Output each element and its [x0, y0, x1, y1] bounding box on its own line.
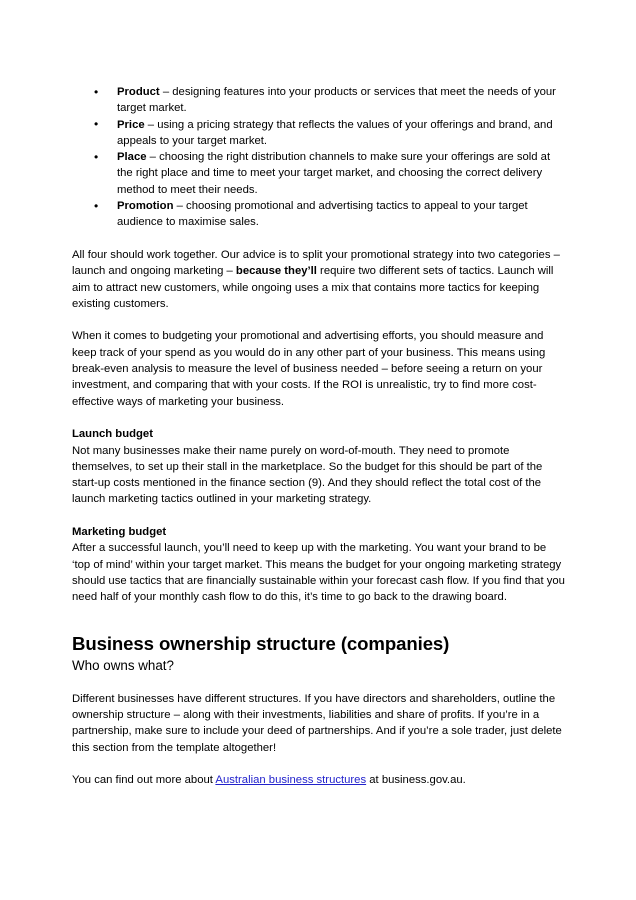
paragraph-text-part2: require two different sets of tactics. Launch will aim to attract new customers, while ongoing uses a mix that contains more tactics for keeping existing customers. — [72, 265, 554, 310]
paragraph-marketing-budget: After a successful launch, you’ll need to keep up with the marketing. You want your brand to be ‘top of mind’ within your target market. This means the budget for your ongoing marketing strategy should use tactics that are financially sustainable within your forecast cash flow. If you find that you need half of your monthly cash flow to do this, it’s time to go back to the drawing board. — [72, 542, 565, 604]
page-subtitle: Who owns what? — [72, 657, 174, 673]
paragraph-ownership-structure: Different businesses have different structures. If you have directors and shareholders, outline the ownership structure – along with their investments, liabilities and share of profits. If you’re in a partnership, make sure to include your deed of partnerships. And if you’re a sole trader, just delete this section from the template altogether! — [72, 692, 562, 754]
paragraph-spacer — [72, 312, 566, 328]
heading-marketing-budget: Marketing budget — [72, 526, 167, 539]
list-item — [72, 198, 566, 231]
bullet-term: Place — [117, 151, 147, 164]
paragraph-spacer — [72, 231, 566, 247]
list-item — [72, 117, 566, 150]
page-title: Business ownership structure (companies) — [72, 632, 450, 654]
bullet-term: Promotion — [117, 200, 174, 213]
paragraph-all-four — [72, 247, 566, 312]
paragraph-text-part1: All four should work together. Our advice is to split your promotional strategy into two categories – launch and ongoing marketing – — [72, 248, 560, 278]
link-sentence-suffix: at business.gov.au. — [366, 774, 466, 787]
bullet-term: Price — [117, 118, 145, 131]
bullet-text: – choosing the right distribution channels to make sure your offerings are sold at the right place and time to meet your target market, and choosing the correct delivery method to meet their needs. — [117, 151, 551, 196]
list-item — [72, 84, 566, 117]
page-content — [72, 84, 566, 789]
bullet-text: – designing features into your products or services that meet the needs of your target market. — [117, 86, 556, 115]
marketing-mix-bullet-list — [72, 84, 566, 231]
paragraph-spacer — [72, 410, 566, 426]
paragraph-budgeting: When it comes to budgeting your promotional and advertising efforts, you should measure and keep track of your spend as you would do in any other part of your business. This means using break-even analysis to measure the level of business needed – before seeing a return on your investment, and comparing that with your costs. If the ROI is unrealistic, try to find more cost-effective ways of marketing your business. — [72, 330, 546, 408]
australian-business-structures-link[interactable]: Australian business structures — [215, 774, 367, 787]
list-item — [72, 149, 566, 198]
paragraph-launch-budget: Not many businesses make their name purely on word-of-mouth. They need to promote themselves, to set up their stall in the marketplace. So the budget for this should be part of the start-up costs mentioned in the finance section (9). And they should reflect the total cost of the launch marketing tactics outlined in your marketing strategy. — [72, 444, 543, 506]
heading-launch-budget: Launch budget — [72, 428, 153, 441]
paragraph-spacer — [72, 756, 566, 772]
bullet-term: Product — [117, 86, 160, 98]
ownership-section — [72, 632, 566, 789]
paragraph-spacer — [72, 675, 566, 691]
link-sentence-prefix: You can find out more about — [72, 774, 216, 787]
paragraph-bold-phrase: because they’ll — [235, 265, 317, 278]
bullet-text: – choosing promotional and advertising tactics to appeal to your target audience to maximise sales. — [117, 200, 528, 229]
paragraph-link-sentence — [72, 772, 566, 788]
paragraph-spacer — [72, 508, 566, 524]
bullet-text: – using a pricing strategy that reflects the values of your offerings and brand, and appeals to your target market. — [117, 118, 553, 147]
